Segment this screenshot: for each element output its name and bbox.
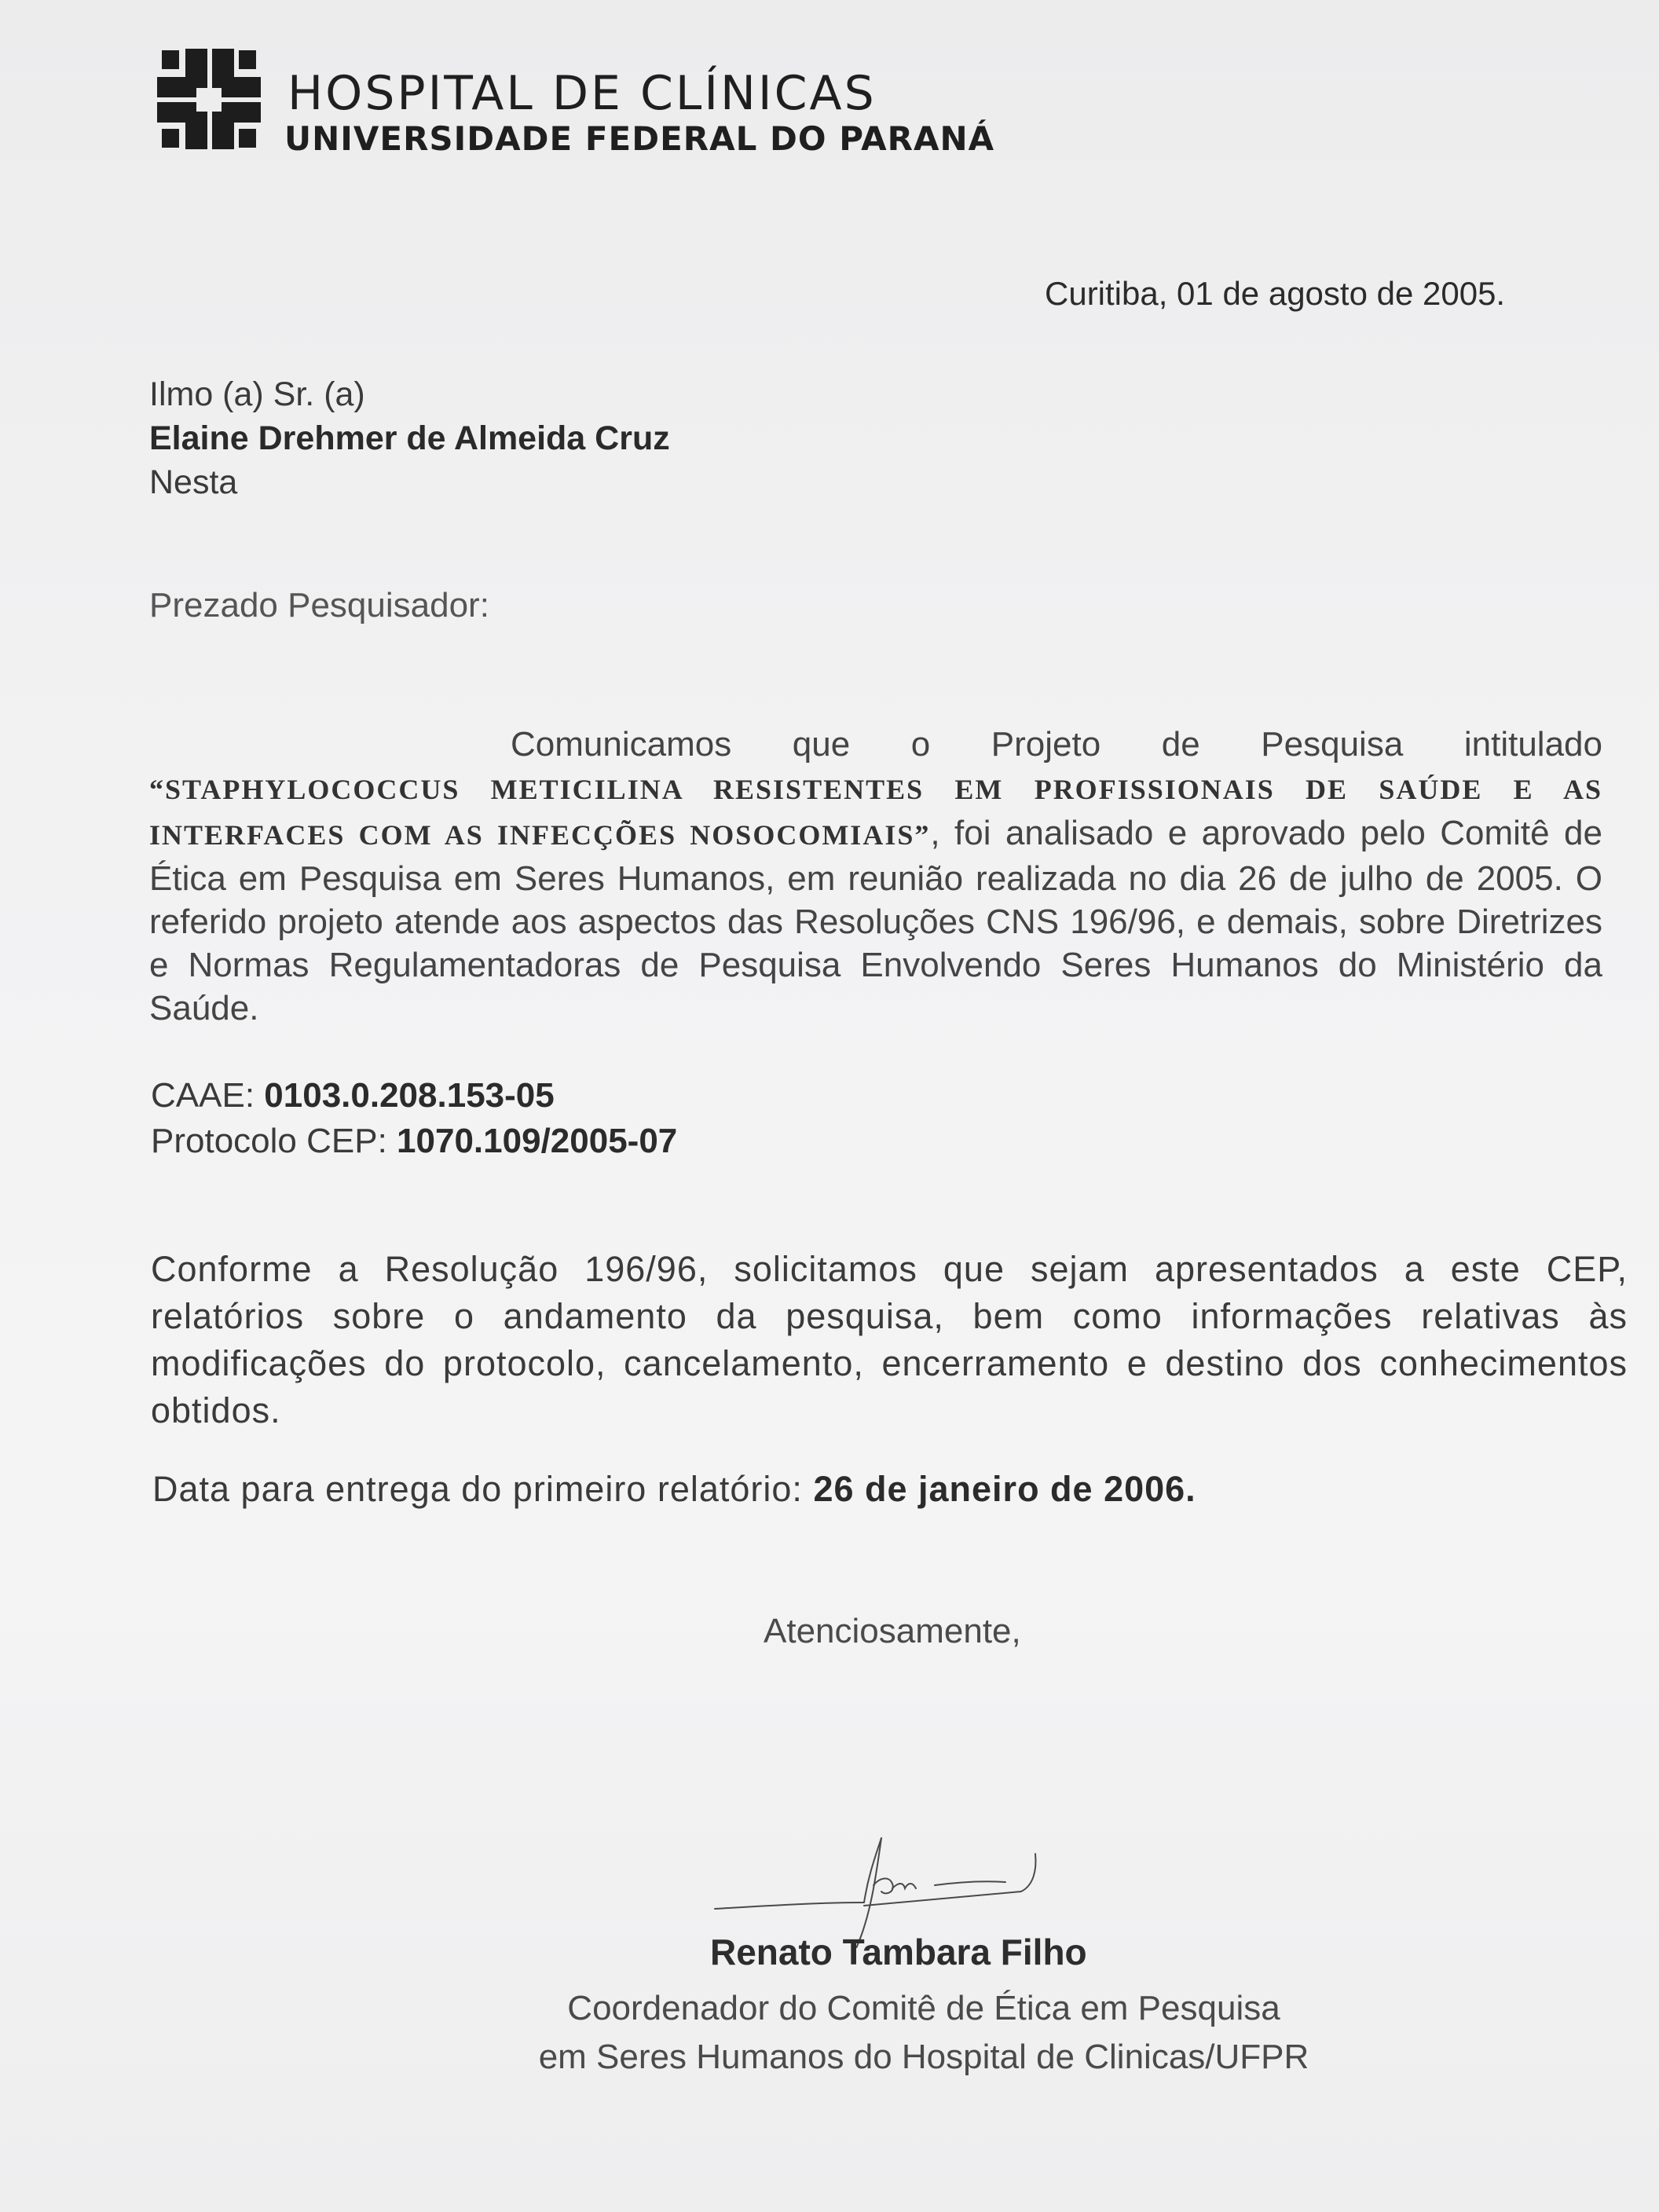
caae-line (151, 1073, 677, 1119)
protocol-label: Protocolo CEP: (151, 1122, 387, 1160)
identifiers-block (151, 1073, 677, 1164)
signer-name: Renato Tambara Filho (710, 1932, 1087, 1972)
signer-role-line1: Coordenador do Comitê de Ética em Pesquisa (567, 1989, 1280, 2027)
recipient-location: Nesta (149, 463, 238, 501)
cross-logo-icon (157, 49, 261, 149)
closing: Atenciosamente, (764, 1612, 1021, 1650)
letter-date: Curitiba, 01 de agosto de 2005. (1045, 275, 1506, 312)
recipient-block (149, 372, 670, 504)
approval-rest: , foi analisado e aprovado pelo Comitê de Ética em Pesquisa em Seres Humanos, em reunião realizada no dia 26 de julho de 2005. O referido projeto atende aos aspectos das Resoluções CNS 196/96, e demais, sobre Diretrizes e Normas Regulamentadoras de Pesquisa Envolvendo Seres Humanos do Ministério da Saúde. (149, 814, 1602, 1027)
caae-value: 0103.0.208.153-05 (264, 1076, 555, 1115)
recipient-honorific: Ilmo (a) Sr. (a) (149, 375, 365, 413)
university-name: UNIVERSIDADE FEDERAL DO PARANÁ (284, 119, 995, 158)
hospital-name: HOSPITAL DE CLÍNICAS (287, 66, 877, 121)
caae-label: CAAE: (151, 1076, 255, 1115)
salutation: Prezado Pesquisador: (149, 586, 489, 624)
signer-role (460, 1984, 1387, 2082)
signer-role-line2: em Seres Humanos do Hospital de Clinicas/UFPR (538, 2038, 1309, 2076)
approval-intro: Comunicamos que o Projeto de Pesquisa intitulado (511, 725, 1602, 764)
report-deadline (152, 1469, 1196, 1510)
approval-paragraph (149, 723, 1602, 1030)
recipient-name: Elaine Drehmer de Almeida Cruz (149, 419, 670, 457)
protocol-value: 1070.109/2005-07 (397, 1122, 678, 1160)
project-title: “STAPHYLOCOCCUS METICILINA RESISTENTES EM PROFISSIONAIS DE SAÚDE E AS INTERFACES COM AS INFECÇÕES NOSOCOMIAIS” (149, 774, 1602, 851)
deadline-value: 26 de janeiro de 2006. (813, 1469, 1196, 1509)
deadline-label: Data para entrega do primeiro relatório: (152, 1469, 803, 1509)
request-paragraph: Conforme a Resolução 196/96, solicitamos que sejam apresentados a este CEP, relatórios sobre o andamento da pesquisa, bem como informações relativas às modificações do protocolo, cancelamento, encerramento e destino dos conhecimentos obtidos. (151, 1249, 1628, 1430)
protocol-line (151, 1119, 677, 1164)
